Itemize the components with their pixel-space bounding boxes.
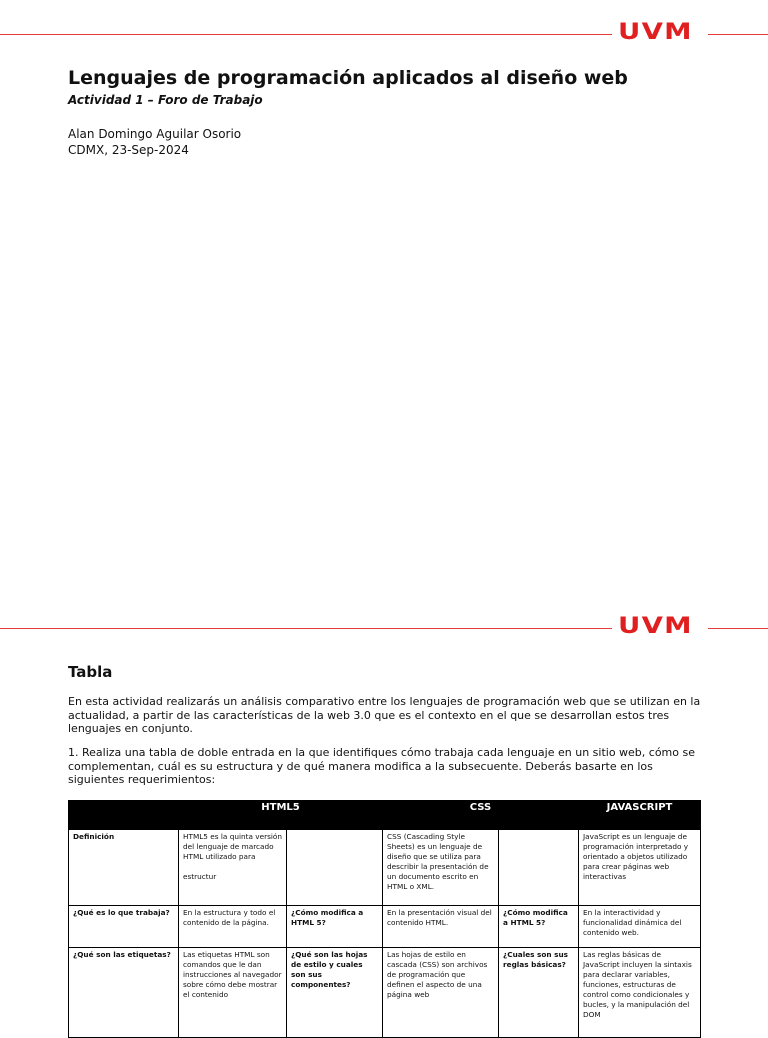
row-label: ¿Qué son las etiquetas?	[69, 948, 179, 1038]
row-label: ¿Qué es lo que trabaja?	[69, 906, 179, 948]
css-cell: CSS (Cascading Style Sheets) es un lenguaje de diseño que se utiliza para describir la presentación de un documento escrito en HTML o XML.	[383, 830, 499, 906]
html-cell-text: HTML5 es la quinta versión del lenguaje de marcado HTML utilizado para	[183, 832, 282, 861]
header-rule-right	[708, 34, 768, 35]
html-question-cell: ¿Cómo modifica a HTML 5?	[287, 906, 383, 948]
html-cell-fragment: estructur	[183, 872, 217, 881]
table-header-row	[69, 801, 701, 830]
document-subtitle: Actividad 1 – Foro de Trabajo	[68, 93, 263, 107]
header-cell-html5: HTML5	[179, 801, 383, 830]
instruction-paragraph: 1. Realiza una tabla de doble entrada en la que identifiques cómo trabaja cada lenguaje en un sitio web, cómo se complementan, cuál es su estructura y de qué manera modifica a la subsecuente. Deberás basarte en los siguientes requerimientos:	[68, 746, 695, 786]
header-cell-blank	[69, 801, 179, 830]
uvm-logo: UVM	[618, 20, 693, 45]
place-date: CDMX, 23-Sep-2024	[68, 143, 189, 157]
html-question-cell: ¿Qué son las hojas de estilo y cuales son sus componentes?	[287, 948, 383, 1038]
html-question-cell	[287, 830, 383, 906]
css-question-cell: ¿Cuales son sus reglas básicas?	[499, 948, 579, 1038]
row-label: Definición	[69, 830, 179, 906]
js-cell: En la interactividad y funcionalidad dinámica del contenido web.	[579, 906, 701, 948]
css-cell: En la presentación visual del contenido HTML.	[383, 906, 499, 948]
css-question-cell: ¿Cómo modifica a HTML 5?	[499, 906, 579, 948]
document-title: Lenguajes de programación aplicados al diseño web	[68, 67, 628, 89]
comparison-table	[68, 800, 701, 1038]
table-row	[69, 906, 701, 948]
section-heading: Tabla	[68, 663, 113, 681]
uvm-logo-page2: UVM	[618, 614, 693, 639]
html-cell	[179, 830, 287, 906]
table-row	[69, 830, 701, 906]
html-cell: En la estructura y todo el contenido de la página.	[179, 906, 287, 948]
header-rule-left	[0, 34, 612, 35]
js-cell: JavaScript es un lenguaje de programación interpretado y orientado a objetos utilizado para crear páginas web interactivas	[579, 830, 701, 906]
author-name: Alan Domingo Aguilar Osorio	[68, 127, 242, 141]
css-question-cell	[499, 830, 579, 906]
header-cell-css: CSS	[383, 801, 579, 830]
html-cell: Las etiquetas HTML son comandos que le dan instrucciones al navegador sobre cómo debe mostrar el contenido	[179, 948, 287, 1038]
page2-rule-left	[0, 628, 612, 629]
css-cell: Las hojas de estilo en cascada (CSS) son archivos de programación que definen el aspecto de una página web	[383, 948, 499, 1038]
header-cell-javascript: JAVASCRIPT	[579, 801, 701, 830]
page2-rule-right	[708, 628, 768, 629]
js-cell: Las reglas básicas de JavaScript incluyen la sintaxis para declarar variables, funciones, estructuras de control como condicionales y bucles, y la manipulación del DOM	[579, 948, 701, 1038]
intro-paragraph: En esta actividad realizarás un análisis comparativo entre los lenguajes de programación web que se utilizan en la actualidad, a partir de las características de la web 3.0 que es el contexto en el que se desarrollan estos tres lenguajes en conjunto.	[68, 695, 701, 735]
table-row	[69, 948, 701, 1038]
